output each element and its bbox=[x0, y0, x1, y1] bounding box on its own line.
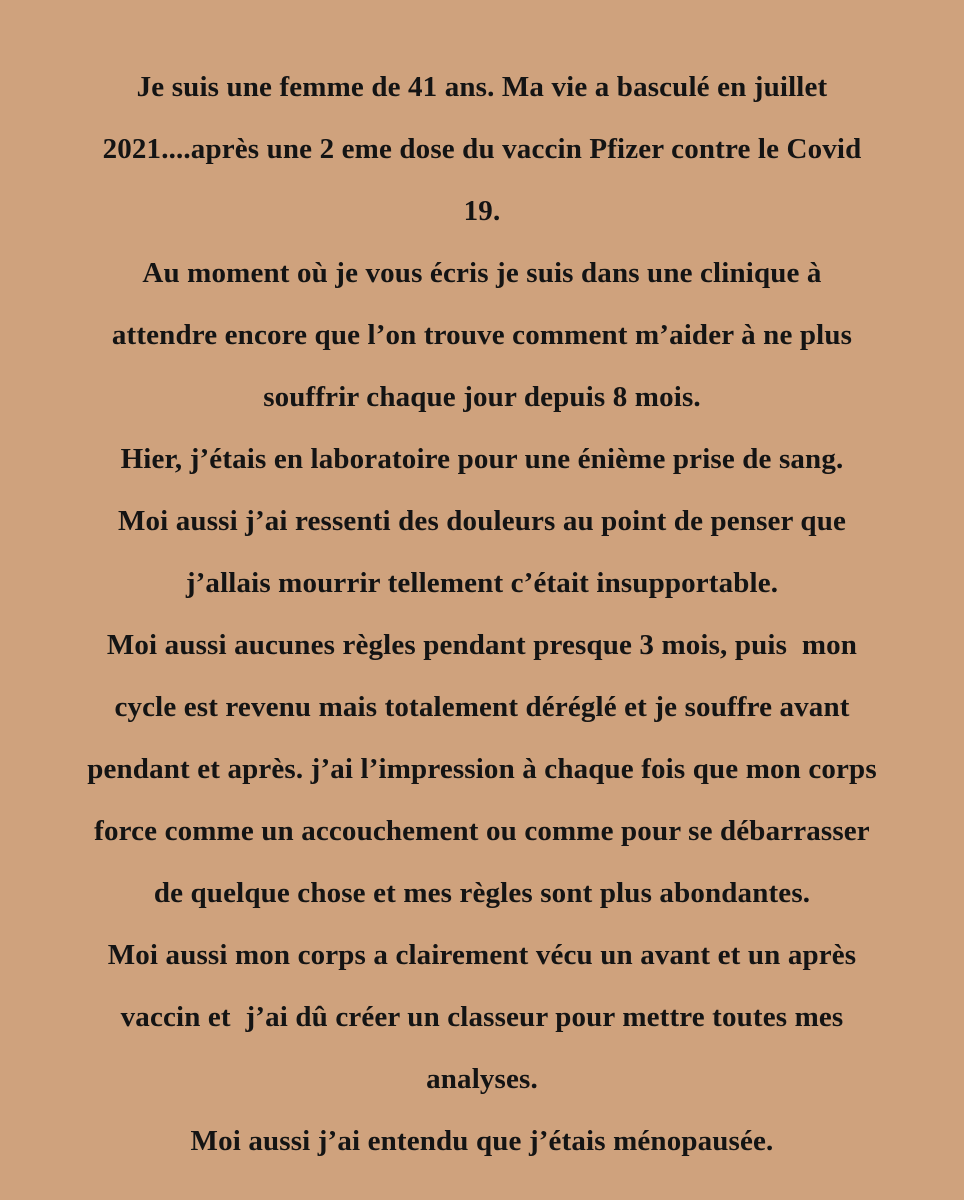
text-line: attendre encore que l’on trouve comment m’aider à ne plus bbox=[111, 319, 853, 351]
text-line: souffrir chaque jour depuis 8 mois. bbox=[263, 381, 701, 413]
text-line: analyses. bbox=[426, 1063, 538, 1095]
text-line: pendant et après. j’ai l’impression à chaque fois que mon corps bbox=[87, 753, 877, 785]
text-line: Moi aussi mon corps a clairement vécu un avant et un après bbox=[107, 939, 857, 971]
testimony-text bbox=[0, 56, 964, 1172]
text-line: cycle est revenu mais totalement déréglé et je souffre avant bbox=[114, 691, 850, 723]
text-line: de quelque chose et mes règles sont plus abondantes. bbox=[153, 877, 811, 909]
text-line: Moi aussi j’ai entendu que j’étais ménopausée. bbox=[190, 1125, 774, 1157]
text-line: Moi aussi aucunes règles pendant presque 3 mois, puis mon bbox=[106, 629, 858, 661]
text-line: Moi aussi j’ai ressenti des douleurs au point de penser que bbox=[117, 505, 847, 537]
text-line: Je suis une femme de 41 ans. Ma vie a basculé en juillet bbox=[136, 71, 828, 103]
text-line: vaccin et j’ai dû créer un classeur pour mettre toutes mes bbox=[120, 1001, 844, 1033]
text-line: Au moment où je vous écris je suis dans une clinique à bbox=[142, 257, 822, 289]
text-line: j’allais mourrir tellement c’était insupportable. bbox=[185, 567, 779, 599]
text-line: 2021....après une 2 eme dose du vaccin Pfizer contre le Covid bbox=[102, 133, 862, 165]
text-line: Hier, j’étais en laboratoire pour une énième prise de sang. bbox=[120, 443, 844, 475]
text-line: force comme un accouchement ou comme pour se débarrasser bbox=[94, 815, 870, 847]
text-line: 19. bbox=[463, 195, 501, 227]
